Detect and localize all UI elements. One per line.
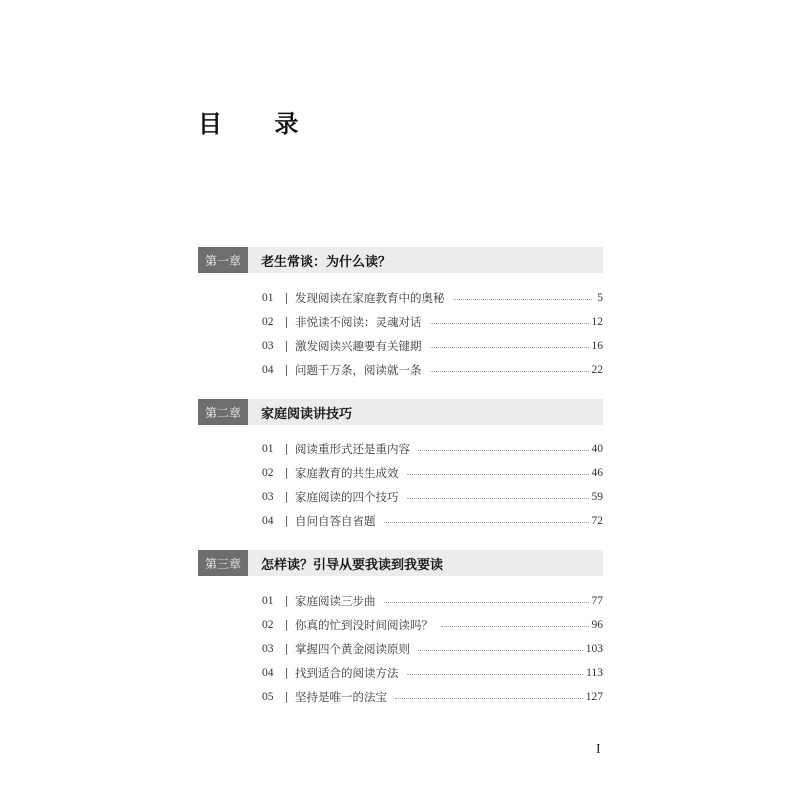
entry-separator [286, 644, 287, 655]
toc-entry[interactable] [262, 464, 603, 482]
entry-page: 59 [591, 491, 603, 503]
entry-page: 113 [586, 667, 603, 679]
toc-entry[interactable] [262, 616, 603, 634]
entry-number: 01 [262, 443, 274, 455]
entry-page: 40 [591, 443, 603, 455]
entry-title: 非悦读不阅读：灵魂对话 [295, 315, 422, 329]
dot-leader [395, 698, 583, 699]
entry-separator [286, 492, 287, 503]
entry-title: 阅读重形式还是重内容 [295, 442, 410, 456]
entry-page: 103 [585, 643, 603, 655]
chapter-tag: 第三章 [198, 550, 248, 576]
chapter-title: 怎样读？引导从要我读到我要读 [261, 557, 444, 573]
chapter-title: 老生常谈：为什么读？ [261, 254, 392, 270]
entry-page: 22 [591, 364, 603, 376]
chapter-title: 家庭阅读讲技巧 [261, 406, 353, 422]
page-title: 目 录 [198, 109, 321, 138]
entry-page: 127 [585, 691, 603, 703]
chapter-tag: 第一章 [198, 247, 248, 273]
toc-entry[interactable] [262, 688, 603, 706]
toc-entry[interactable] [262, 592, 603, 610]
entry-number: 02 [262, 467, 274, 479]
entry-number: 04 [262, 364, 274, 376]
entry-number: 02 [262, 316, 274, 328]
entry-title: 激发阅读兴趣要有关键期 [295, 339, 422, 353]
entry-page: 16 [591, 340, 603, 352]
entry-separator [286, 365, 287, 376]
toc-entry[interactable] [262, 289, 603, 307]
toc-entry[interactable] [262, 337, 603, 355]
entry-page: 77 [591, 595, 603, 607]
chapter-header-3 [198, 550, 603, 576]
entry-number: 01 [262, 292, 274, 304]
entry-number: 03 [262, 491, 274, 503]
entry-number: 04 [262, 667, 274, 679]
entry-number: 04 [262, 515, 274, 527]
toc-entry[interactable] [262, 488, 603, 506]
entry-page: 72 [591, 515, 603, 527]
entry-title: 家庭教育的共生成效 [295, 466, 399, 480]
chapter-header-2 [198, 399, 603, 425]
dot-leader [418, 450, 589, 451]
dot-leader [430, 371, 589, 372]
page-folio: I [596, 742, 601, 757]
toc-entry[interactable] [262, 313, 603, 331]
dot-leader [384, 522, 589, 523]
entry-title: 坚持是唯一的法宝 [295, 690, 387, 704]
entry-number: 02 [262, 619, 274, 631]
chapter-header-1 [198, 247, 603, 273]
entry-number: 05 [262, 691, 274, 703]
entry-title: 家庭阅读的四个技巧 [295, 490, 399, 504]
chapter-tag: 第二章 [198, 399, 248, 425]
dot-leader [441, 626, 589, 627]
dot-leader [430, 323, 589, 324]
toc-entry[interactable] [262, 440, 603, 458]
entry-separator [286, 620, 287, 631]
entry-separator [286, 317, 287, 328]
entry-title: 找到适合的阅读方法 [295, 666, 399, 680]
dot-leader [453, 299, 593, 300]
dot-leader [407, 674, 584, 675]
entry-separator [286, 468, 287, 479]
entry-title: 问题千万条，阅读就一条 [295, 363, 422, 377]
entry-separator [286, 668, 287, 679]
dot-leader [407, 474, 589, 475]
entry-number: 01 [262, 595, 274, 607]
entry-title: 家庭阅读三步曲 [295, 594, 376, 608]
entry-separator [286, 444, 287, 455]
dot-leader [418, 650, 583, 651]
entry-separator [286, 692, 287, 703]
entry-number: 03 [262, 643, 274, 655]
entry-separator [286, 293, 287, 304]
toc-entry[interactable] [262, 361, 603, 379]
toc-entry[interactable] [262, 512, 603, 530]
dot-leader [430, 347, 589, 348]
entry-title: 掌握四个黄金阅读原则 [295, 642, 410, 656]
entry-title: 发现阅读在家庭教育中的奥秘 [295, 291, 445, 305]
entry-page: 96 [591, 619, 603, 631]
entry-number: 03 [262, 340, 274, 352]
dot-leader [384, 602, 589, 603]
entry-page: 46 [591, 467, 603, 479]
entry-separator [286, 516, 287, 527]
toc-entry[interactable] [262, 640, 603, 658]
entry-title: 自问自答自省题 [295, 514, 376, 528]
entry-page: 5 [597, 292, 603, 304]
entry-separator [286, 341, 287, 352]
entry-separator [286, 596, 287, 607]
entry-page: 12 [591, 316, 603, 328]
entry-title: 你真的忙到没时间阅读吗？ [295, 618, 433, 632]
toc-entry[interactable] [262, 664, 603, 682]
dot-leader [407, 498, 589, 499]
